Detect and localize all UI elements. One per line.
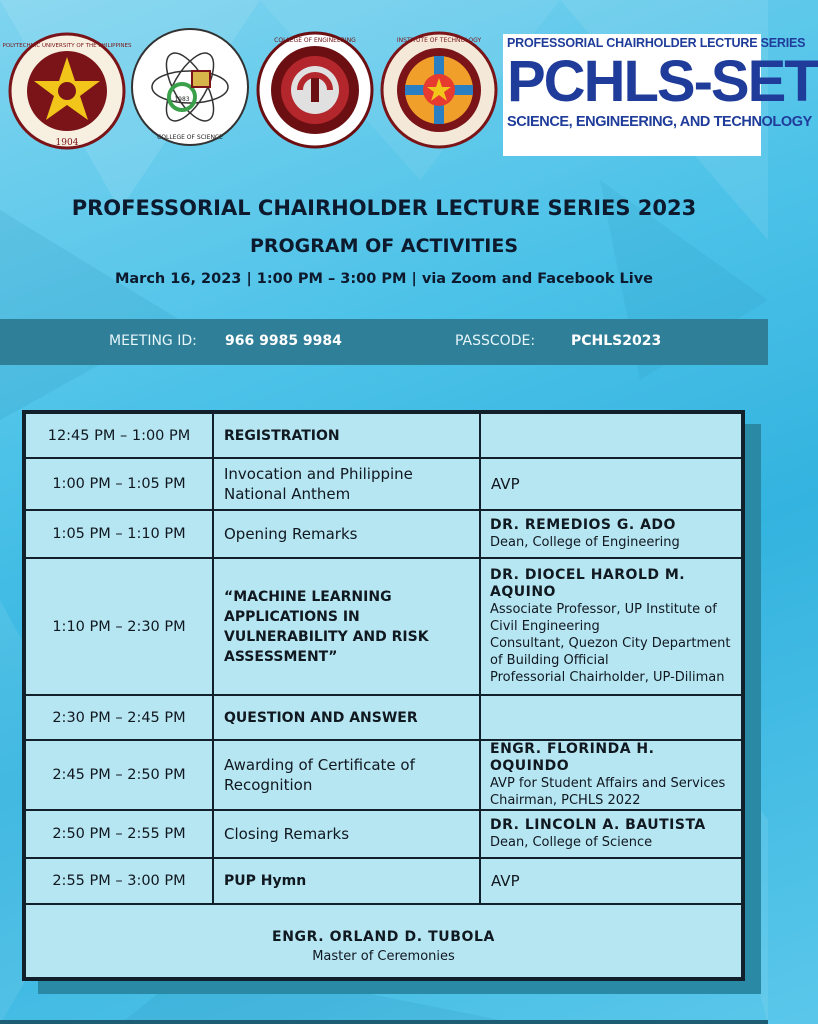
cos-logo-sub: COLLEGE OF SCIENCE — [157, 134, 223, 141]
row-activity: REGISTRATION — [213, 413, 480, 458]
row-person — [480, 695, 742, 740]
row-time: 2:45 PM – 2:50 PM — [25, 740, 213, 810]
row-time: 1:05 PM – 1:10 PM — [25, 510, 213, 558]
table-row — [25, 740, 742, 810]
row-person — [480, 810, 742, 858]
pup-seal-text: POLYTECHNIC UNIVERSITY OF THE PHILIPPINES — [2, 43, 132, 49]
row-activity: Closing Remarks — [213, 810, 480, 858]
passcode-value: PCHLS2023 — [571, 333, 662, 349]
person-title: AVP for Student Affairs and Services — [490, 776, 726, 791]
pchls-set-banner — [503, 34, 818, 156]
person-title: Consultant, Quezon City Department of Building Official — [490, 636, 731, 668]
row-time: 2:30 PM – 2:45 PM — [25, 695, 213, 740]
emcee-cell — [25, 904, 742, 978]
emcee-role: Master of Ceremonies — [312, 948, 455, 964]
table-row — [25, 458, 742, 510]
meeting-id-label: MEETING ID: — [109, 333, 197, 349]
banner-line-2: PCHLS-SET — [507, 49, 818, 114]
meeting-id-value: 966 9985 9984 — [225, 333, 342, 349]
row-time: 2:55 PM – 3:00 PM — [25, 858, 213, 904]
row-person — [480, 413, 742, 458]
program-table — [22, 410, 745, 981]
row-time: 1:10 PM – 2:30 PM — [25, 558, 213, 695]
coe-logo-text: COLLEGE OF ENGINEERING — [274, 37, 356, 44]
person-name: DR. DIOCEL HAROLD M. AQUINO — [490, 567, 686, 600]
row-time: 2:50 PM – 2:55 PM — [25, 810, 213, 858]
table-row — [25, 810, 742, 858]
person-title: Associate Professor, UP Institute of Civil Engineering — [490, 602, 717, 634]
row-activity: “MACHINE LEARNING APPLICATIONS IN VULNERABILITY AND RISK ASSESSMENT” — [213, 558, 480, 695]
row-activity: QUESTION AND ANSWER — [213, 695, 480, 740]
college-of-engineering-logo — [256, 28, 374, 152]
table-row — [25, 413, 742, 458]
table-row — [25, 695, 742, 740]
iot-logo-text: INSTITUTE OF TECHNOLOGY — [396, 37, 482, 44]
banner-line-3: SCIENCE, ENGINEERING, AND TECHNOLOGY — [507, 114, 812, 130]
emcee-row — [25, 904, 742, 978]
row-activity: PUP Hymn — [213, 858, 480, 904]
college-of-science-logo — [130, 21, 250, 151]
bottom-bar — [0, 1020, 768, 1024]
pup-seal-logo — [2, 29, 132, 153]
table-row — [25, 558, 742, 695]
banner-line-1: PROFESSORIAL CHAIRHOLDER LECTURE SERIES — [507, 36, 806, 50]
person-title: Dean, College of Science — [490, 835, 653, 850]
row-time: 12:45 PM – 1:00 PM — [25, 413, 213, 458]
page-title: PROFESSORIAL CHAIRHOLDER LECTURE SERIES 2023 — [71, 196, 697, 220]
person-title: Professorial Chairholder, UP-Diliman — [490, 670, 725, 685]
cos-logo-year: 1983 — [174, 96, 190, 103]
logo-row — [0, 18, 818, 158]
person-title: Chairman, PCHLS 2022 — [490, 793, 641, 808]
institute-of-technology-logo — [380, 28, 498, 152]
row-person — [480, 740, 742, 810]
page-subtitle: PROGRAM OF ACTIVITIES — [249, 235, 519, 257]
passcode-label: PASSCODE: — [455, 333, 536, 349]
pup-seal-year: 1904 — [55, 138, 79, 148]
meeting-info-bar — [0, 319, 768, 365]
row-activity: Awarding of Certificate of Recognition — [213, 740, 480, 810]
event-dateline: March 16, 2023 | 1:00 PM – 3:00 PM | via Zoom and Facebook Live — [114, 271, 654, 287]
emcee-name: ENGR. ORLAND D. TUBOLA — [272, 928, 495, 945]
row-person — [480, 510, 742, 558]
row-person — [480, 558, 742, 695]
row-time: 1:00 PM – 1:05 PM — [25, 458, 213, 510]
row-person: AVP — [480, 858, 742, 904]
row-activity: Opening Remarks — [213, 510, 480, 558]
table-row — [25, 858, 742, 904]
row-person: AVP — [480, 458, 742, 510]
person-name: DR. LINCOLN A. BAUTISTA — [490, 817, 706, 833]
table-row — [25, 510, 742, 558]
person-name: ENGR. FLORINDA H. OQUINDO — [490, 741, 655, 774]
person-name: DR. REMEDIOS G. ADO — [490, 517, 676, 533]
row-activity: Invocation and Philippine National Anthem — [213, 458, 480, 510]
person-title: Dean, College of Engineering — [490, 535, 680, 550]
